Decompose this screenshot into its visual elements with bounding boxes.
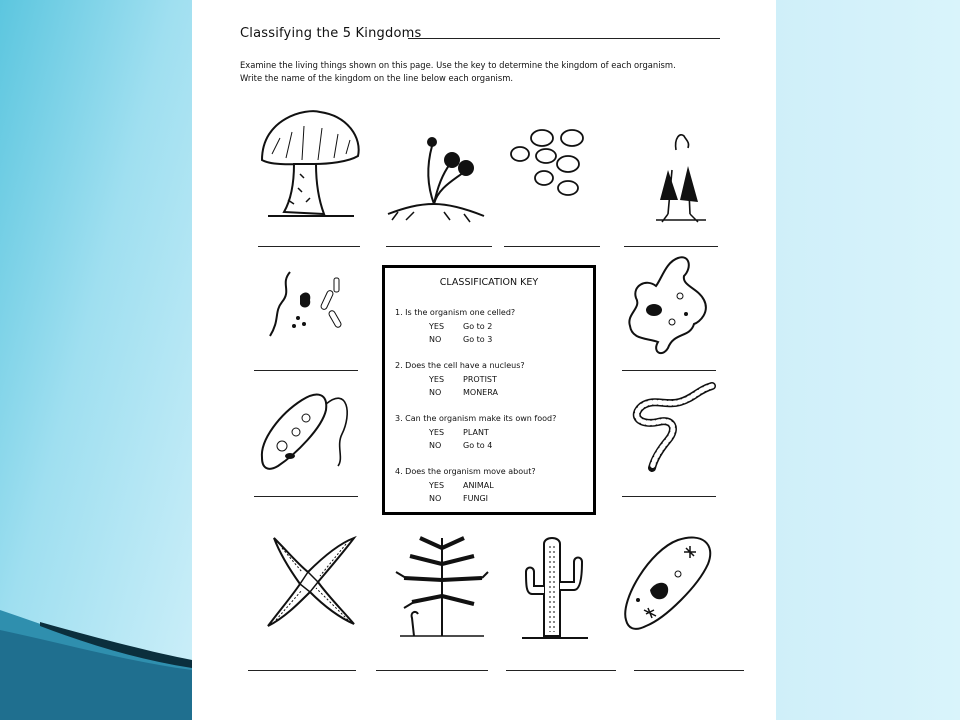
- key-no-label-1: NO: [429, 335, 442, 344]
- paramecium-icon: [256, 384, 356, 474]
- key-yes-label-2: YES: [429, 375, 445, 384]
- key-no-answer-3: Go to 4: [463, 441, 493, 450]
- key-question-4: 4. Does the organism move about?: [395, 467, 536, 476]
- starfish-icon: [262, 530, 360, 630]
- slide-corner-swoosh: [0, 600, 192, 720]
- key-no-label-2: NO: [429, 388, 442, 397]
- key-no-answer-1: Go to 3: [463, 335, 493, 344]
- key-yes-answer-3: PLANT: [463, 428, 489, 437]
- key-no-label-3: NO: [429, 441, 442, 450]
- key-yes-answer-1: Go to 2: [463, 322, 493, 331]
- yeast-cells-icon: [510, 124, 590, 206]
- worm-icon: [628, 378, 718, 474]
- key-question-3: 3. Can the organism make its own food?: [395, 414, 557, 423]
- worksheet-page: [192, 0, 776, 720]
- key-question-2: 2. Does the cell have a nucleus?: [395, 361, 525, 370]
- bacteria-icon: [260, 268, 352, 348]
- key-yes-answer-4: ANIMAL: [463, 481, 494, 490]
- instruction-line-2: Write the name of the kingdom on the line below each organism.: [240, 73, 514, 83]
- key-yes-answer-2: PROTIST: [463, 375, 497, 384]
- euglena-icon: [620, 530, 718, 634]
- key-no-answer-4: FUNGI: [463, 494, 488, 503]
- key-title: CLASSIFICATION KEY: [439, 277, 539, 288]
- key-no-answer-2: MONERA: [463, 388, 498, 397]
- key-question-1: 1. Is the organism one celled?: [395, 308, 516, 317]
- key-yes-label-1: YES: [429, 322, 445, 331]
- bread-mold-icon: [384, 128, 488, 224]
- moss-icon: [650, 130, 712, 226]
- fern-icon: [394, 528, 490, 638]
- key-yes-label-4: YES: [429, 481, 445, 490]
- name-blank-line: [408, 38, 720, 39]
- amoeba-icon: [622, 252, 712, 360]
- key-yes-label-3: YES: [429, 428, 445, 437]
- instruction-line-1: Examine the living things shown on this page. Use the key to determine the kingdom of each organism.: [240, 60, 676, 70]
- key-no-label-4: NO: [429, 494, 442, 503]
- mushroom-icon: [258, 108, 364, 220]
- worksheet-title: Classifying the 5 Kingdoms: [240, 26, 422, 41]
- classification-key-box: [382, 265, 596, 515]
- cactus-icon: [520, 532, 590, 640]
